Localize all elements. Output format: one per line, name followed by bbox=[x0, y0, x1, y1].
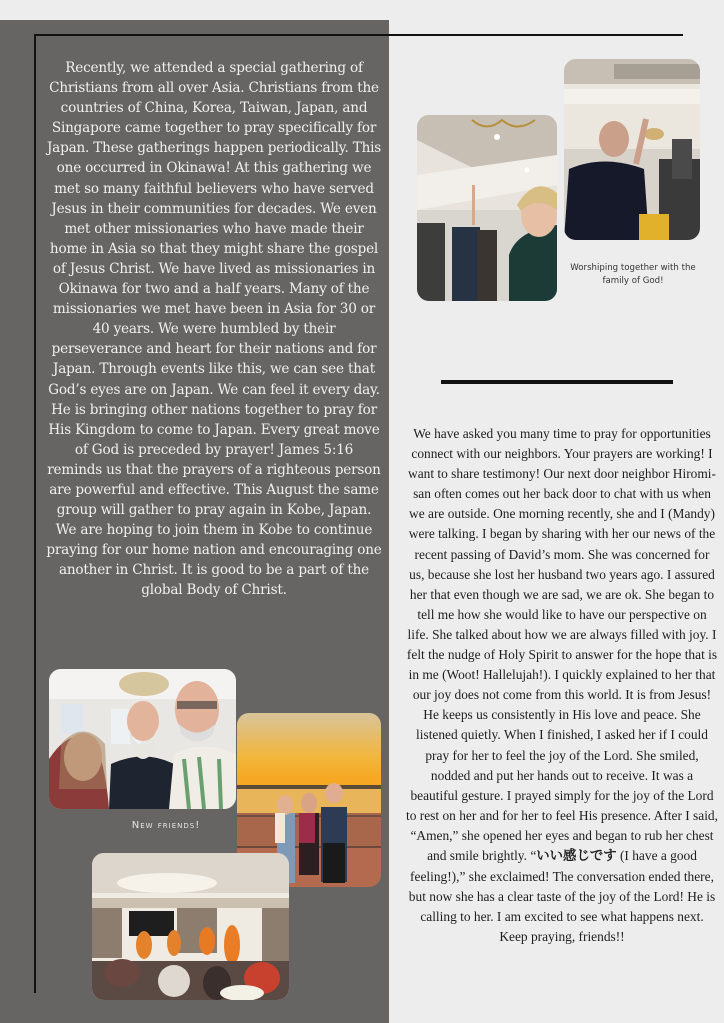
new-friends-caption: New friends! bbox=[131, 820, 201, 831]
testimony-text-part1: We have asked you many time to pray for opportunities connect with our neighbors. Your prayers are working! I want to share testimony! Our next door neighbor Hiromi-san often comes out her back door to chat with us when we are outside. One morning recently, she and I (Mandy) were talking. I began by sharing with her our news of the recent passing of David’s mom. She was concerned for us, because she lost her husband two years ago. I assured her that even though we are sad, we are ok. She began to tell me how she would like to have our perspective on life. She talked about how we are always filled with joy. I felt the nudge of Holy Spirit to answer for the hope that is in me (Woot! Hallelujah!). I quickly explained to her that our joy does not come from this world. It is from Jesus! He keeps us consistently in His love and peace. She listened quietly. When I finished, I asked her if I could pray for her to feel the joy of the Lord. She smiled, nodded and put her hands out to receive. It was a beautiful gesture. I prayed simply for the joy of the Lord to rest on her and for her to feel His presence. After I said, “Amen,” she opened her eyes and began to rub her chest and smile brightly. “ bbox=[406, 426, 718, 863]
right-section-divider bbox=[441, 380, 673, 384]
dinner-dance-photo bbox=[92, 853, 289, 1000]
new-friends-photo bbox=[49, 669, 236, 809]
worship-crowd-photo bbox=[564, 59, 700, 240]
neighbor-testimony-article bbox=[406, 424, 718, 947]
worship-hands-raised-photo bbox=[417, 115, 557, 301]
left-vertical-rule bbox=[34, 34, 36, 993]
testimony-text-part2: (I have a good feeling!),” she exclaimed! The conversation ended there, but now she has a clear taste of the joy of the Lord! He is calling to her. I am excited to see what happens next. Keep praying, friends!! bbox=[408, 847, 716, 945]
asia-gathering-article: Recently, we attended a special gathering of Christians from all over Asia. Christians from the countries of China, Korea, Taiwan, Japan, and Singapore came together to pray specifically for Japan. These gatherings happen periodically. This one occurred in Okinawa! At this gathering we met so many faithful believers who have served Jesus in their communities for decades. We even met other missionaries who have made their home in Asia so that they might share the gospel of Jesus Christ. We have lived as missionaries in Okinawa for two and a half years. Many of the missionaries we met have been in Asia for 30 or 40 years. We were humbled by their perseverance and heart for their nations and for Japan. Through events like this, we can see that God’s eyes are on Japan. We can feel it every day. He is bringing other nations together to pray for His Kingdom to come to Japan. Every great move of God is preceded by prayer! James 5:16 reminds us that the prayers of a righteous person are powerful and effective. This August the same group will gather to pray again in Kobe, Japan. We are hoping to join them in Kobe to continue praying for our home nation and encouraging one another in Christ. It is good to be a part of the global Body of Christ. bbox=[46, 60, 382, 599]
top-horizontal-rule bbox=[35, 34, 683, 36]
worship-caption: Worshiping together with the family of God! bbox=[570, 263, 696, 286]
japanese-phrase: いい感じです bbox=[536, 848, 617, 864]
